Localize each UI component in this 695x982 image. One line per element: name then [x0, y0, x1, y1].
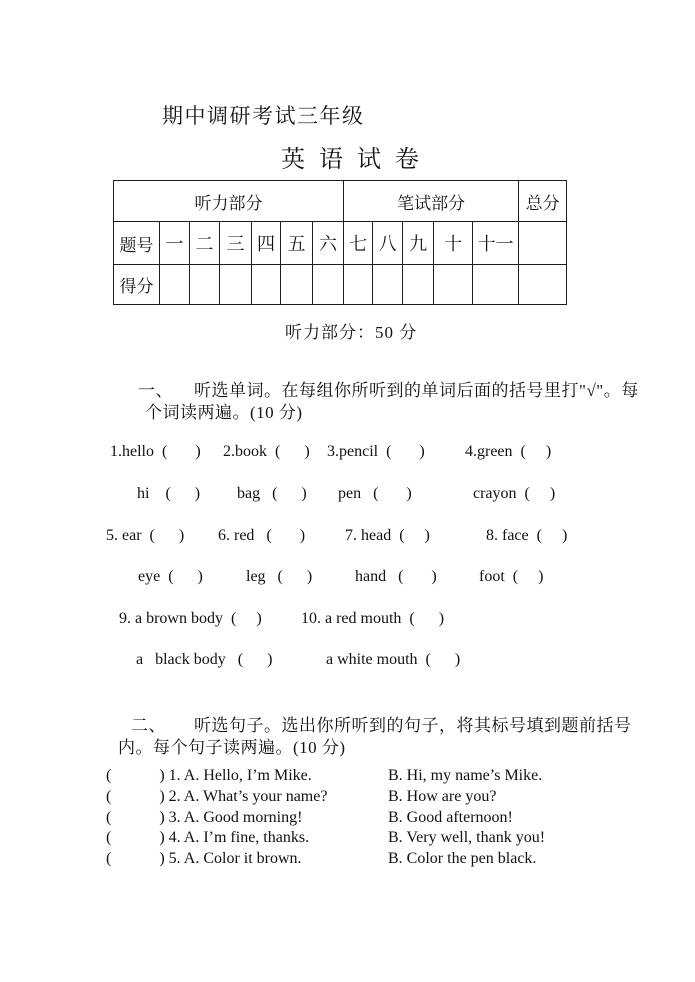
sentence-option-a: ( ) 1. A. Hello, I’m Mike.	[106, 767, 312, 784]
section2-instruction-line2: 内。每个句子读两遍。(10 分)	[118, 738, 346, 757]
score-cell	[373, 265, 403, 305]
score-cell	[252, 265, 281, 305]
word-option: 5. ear ( )	[106, 527, 185, 544]
score-cell	[344, 265, 373, 305]
score-table-header-row	[114, 181, 567, 222]
question-row-label: 题号	[114, 222, 160, 265]
score-cell	[281, 265, 313, 305]
sentence-option-b: B. Hi, my name’s Mike.	[388, 767, 543, 784]
word-option: leg ( )	[246, 568, 313, 585]
sentence-option-b: B. How are you?	[388, 788, 497, 805]
section1-instruction-line2: 个词读两遍。(10 分)	[145, 403, 303, 422]
word-option: 4.green ( )	[465, 443, 552, 460]
score-cell	[313, 265, 344, 305]
question-number-cell: 四	[252, 222, 281, 265]
section1-instruction-text: 听选单词。在每组你所听到的单词后面的括号里打"√"。每	[194, 381, 639, 400]
sentence-option-b: B. Color the pen black.	[388, 850, 537, 867]
word-option: eye ( )	[138, 568, 203, 585]
word-option: 3.pencil ( )	[327, 443, 425, 460]
written-part-header: 笔试部分	[344, 181, 519, 222]
word-option: bag ( )	[237, 485, 307, 502]
total-score-cell	[519, 265, 567, 305]
question-number-cell: 二	[190, 222, 220, 265]
section2-marker: 二、	[131, 716, 166, 735]
word-option: foot ( )	[479, 568, 544, 585]
total-score-empty-cell	[519, 222, 567, 265]
score-cell	[160, 265, 190, 305]
question-number-cell: 八	[373, 222, 403, 265]
score-cell	[473, 265, 519, 305]
total-score-header: 总分	[519, 181, 567, 222]
score-cell	[403, 265, 434, 305]
word-option: pen ( )	[338, 485, 412, 502]
word-option: hi ( )	[137, 485, 201, 502]
word-option: 8. face ( )	[486, 527, 568, 544]
question-number-cell: 五	[281, 222, 313, 265]
question-number-row	[114, 222, 567, 265]
sentence-option-a: ( ) 3. A. Good morning!	[106, 809, 303, 826]
question-number-cell: 十一	[473, 222, 519, 265]
section1-marker: 一、	[138, 381, 173, 400]
question-number-cell: 一	[160, 222, 190, 265]
sentence-option-a: ( ) 2. A. What’s your name?	[106, 788, 328, 805]
word-option: 6. red ( )	[218, 527, 306, 544]
sentence-option-a: ( ) 5. A. Color it brown.	[106, 850, 302, 867]
sentence-option-b: B. Good afternoon!	[388, 809, 513, 826]
question-number-cell: 七	[344, 222, 373, 265]
word-option: hand ( )	[355, 568, 437, 585]
question-number-cell: 十	[434, 222, 473, 265]
score-cell	[190, 265, 220, 305]
score-row-label: 得分	[114, 265, 160, 305]
word-option: crayon ( )	[473, 485, 556, 502]
question-number-cell: 九	[403, 222, 434, 265]
score-cell	[434, 265, 473, 305]
word-option: 9. a brown body ( )	[119, 610, 262, 627]
score-cell	[220, 265, 252, 305]
word-option: a white mouth ( )	[326, 651, 461, 668]
sentence-option-a: ( ) 4. A. I’m fine, thanks.	[106, 829, 310, 846]
doc-subtitle: 英 语 试 卷	[281, 147, 423, 173]
listening-section-heading: 听力部分：50 分	[285, 323, 418, 342]
word-option: a black body ( )	[136, 651, 273, 668]
word-option: 2.book ( )	[223, 443, 310, 460]
listening-part-header: 听力部分	[114, 181, 344, 222]
score-table	[113, 180, 567, 305]
word-option: 1.hello ( )	[110, 443, 201, 460]
word-option: 7. head ( )	[345, 527, 430, 544]
section2-instruction-text: 听选句子。选出你所听到的句子，将其标号填到题前括号	[194, 716, 632, 735]
doc-title: 期中调研考试三年级	[162, 104, 365, 128]
word-option: 10. a red mouth ( )	[301, 610, 445, 627]
sentence-option-b: B. Very well, thank you!	[388, 829, 546, 846]
question-number-cell: 三	[220, 222, 252, 265]
score-row	[114, 265, 567, 305]
question-number-cell: 六	[313, 222, 344, 265]
